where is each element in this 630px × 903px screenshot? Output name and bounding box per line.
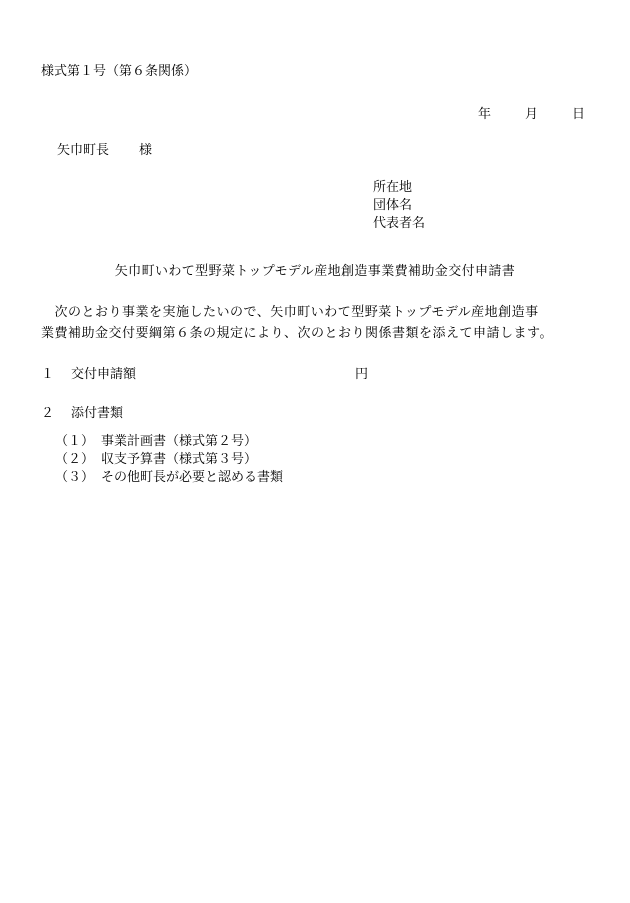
date-month: 月 [525, 107, 539, 122]
item2-label: 添付書類 [71, 406, 124, 421]
applicant-representative-label: 代表者名 [373, 216, 426, 231]
body-line-2: 業費補助金交付要綱第６条の規定により、次のとおり関係書類を添えて申請します。 [41, 326, 553, 341]
applicant-organization-label: 団体名 [373, 198, 413, 213]
attachment-list [55, 433, 283, 487]
addressee-name: 矢巾町長 [57, 143, 110, 158]
item1-number: １ [41, 367, 55, 382]
attachment-number: （１） [55, 434, 95, 449]
attachment-row [55, 469, 283, 487]
attachment-row [55, 433, 283, 451]
date-day: 日 [572, 107, 586, 122]
item1-unit: 円 [355, 367, 369, 382]
attachment-text: 収支予算書（様式第３号） [101, 452, 258, 467]
attachment-text: その他町長が必要と認める書類 [101, 470, 284, 485]
item-application-amount [41, 367, 369, 383]
applicant-block [373, 179, 425, 233]
attachment-row [55, 451, 283, 469]
item1-label: 交付申請額 [71, 367, 137, 382]
attachment-text: 事業計画書（様式第２号） [101, 434, 258, 449]
body-paragraph [41, 302, 601, 344]
date-year: 年 [478, 107, 492, 122]
applicant-address-label: 所在地 [373, 180, 413, 195]
body-line-1: 次のとおり事業を実施したいので、矢巾町いわて型野菜トップモデル産地創造事 [41, 305, 539, 320]
addressee-honorific: 様 [139, 143, 153, 158]
addressee [57, 143, 152, 159]
document-title: 矢巾町いわて型野菜トップモデル産地創造事業費補助金交付申請書 [114, 264, 516, 279]
date-line [478, 107, 585, 123]
attachment-number: （２） [55, 452, 95, 467]
item2-number: ２ [41, 406, 55, 421]
item-attachments [41, 406, 123, 422]
attachment-number: （３） [55, 470, 95, 485]
form-number: 様式第１号（第６条関係） [41, 64, 198, 79]
